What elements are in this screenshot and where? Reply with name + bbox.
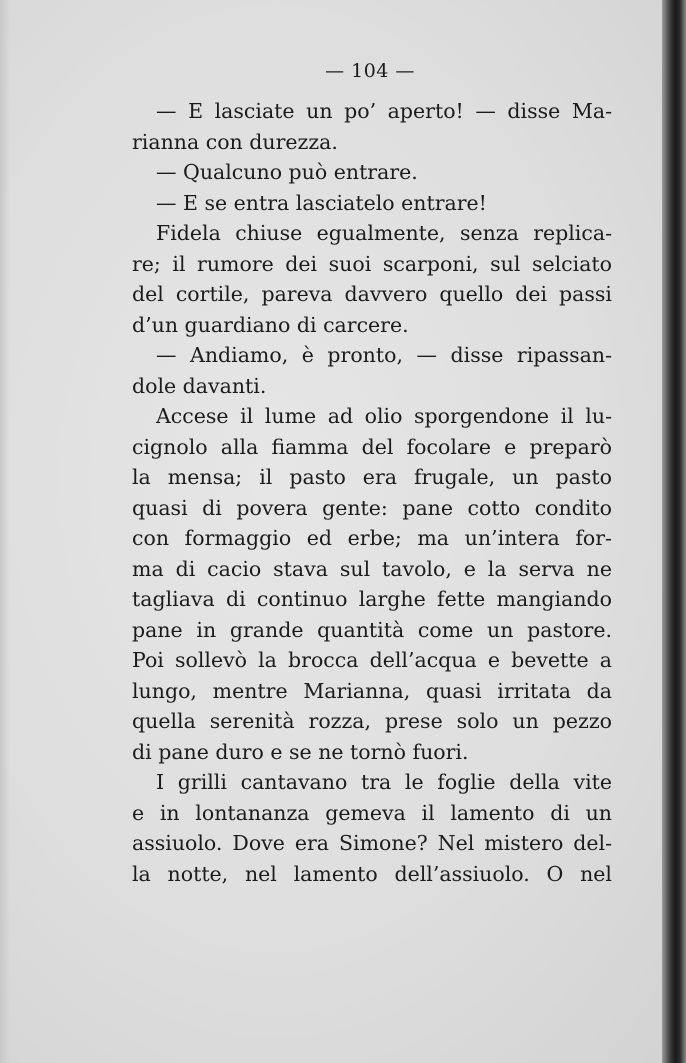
text-line: tagliava di continuo larghe fette mangiando (132, 587, 612, 611)
text-line: — Andiamo, è pronto, — disse ripassan- (156, 343, 612, 367)
text-line: quella serenità rozza, prese solo un pezzo (132, 709, 612, 733)
text-line: — Qualcuno può entrare. (156, 160, 418, 184)
text-line: — E lasciate un po’ aperto! — disse Ma- (156, 99, 612, 123)
text-line: e in lontananza gemeva il lamento di un (132, 800, 612, 825)
text-line: quasi di povera gente: pane cotto condito (132, 495, 612, 520)
text-line: re; il rumore dei suoi scarponi, sul selciato (132, 251, 612, 276)
text-line: Fidela chiuse egualmente, senza replica- (156, 221, 612, 245)
text-line: Poi sollevò la brocca dell’acqua e bevette a (132, 648, 612, 672)
text-line: rianna con durezza. (132, 129, 338, 154)
text-line: di pane duro e se ne tornò fuori. (132, 739, 469, 764)
text-line: la notte, nel lamento dell’assiuolo. O nel (132, 861, 612, 886)
text-line: dole davanti. (132, 373, 267, 398)
text-line: assiuolo. Dove era Simone? Nel mistero del- (132, 831, 612, 855)
text-line: — E se entra lasciatelo entrare! (156, 190, 487, 215)
text-line: ma di cacio stava sul tavolo, e la serva ne (132, 556, 612, 581)
page-number: — 104 — (325, 60, 415, 82)
text-line: con formaggio ed erbe; ma un’intera for- (132, 526, 612, 550)
book-binding-edge (662, 0, 686, 1063)
page-left-shadow (0, 0, 10, 1063)
text-line: la mensa; il pasto era frugale, un pasto (132, 465, 612, 489)
text-line: pane in grande quantità come un pastore. (132, 617, 612, 642)
text-line: cignolo alla fiamma del focolare e preparò (132, 434, 612, 459)
text-line: lungo, mentre Marianna, quasi irritata da (132, 678, 612, 703)
text-line: Accese il lume ad olio sporgendone il lu- (156, 404, 612, 428)
body-text (132, 96, 612, 889)
text-line: I grilli cantavano tra le foglie della vite (156, 770, 612, 794)
text-line: del cortile, pareva davvero quello dei passi (132, 282, 612, 306)
text-line: d’un guardiano di carcere. (132, 312, 409, 337)
